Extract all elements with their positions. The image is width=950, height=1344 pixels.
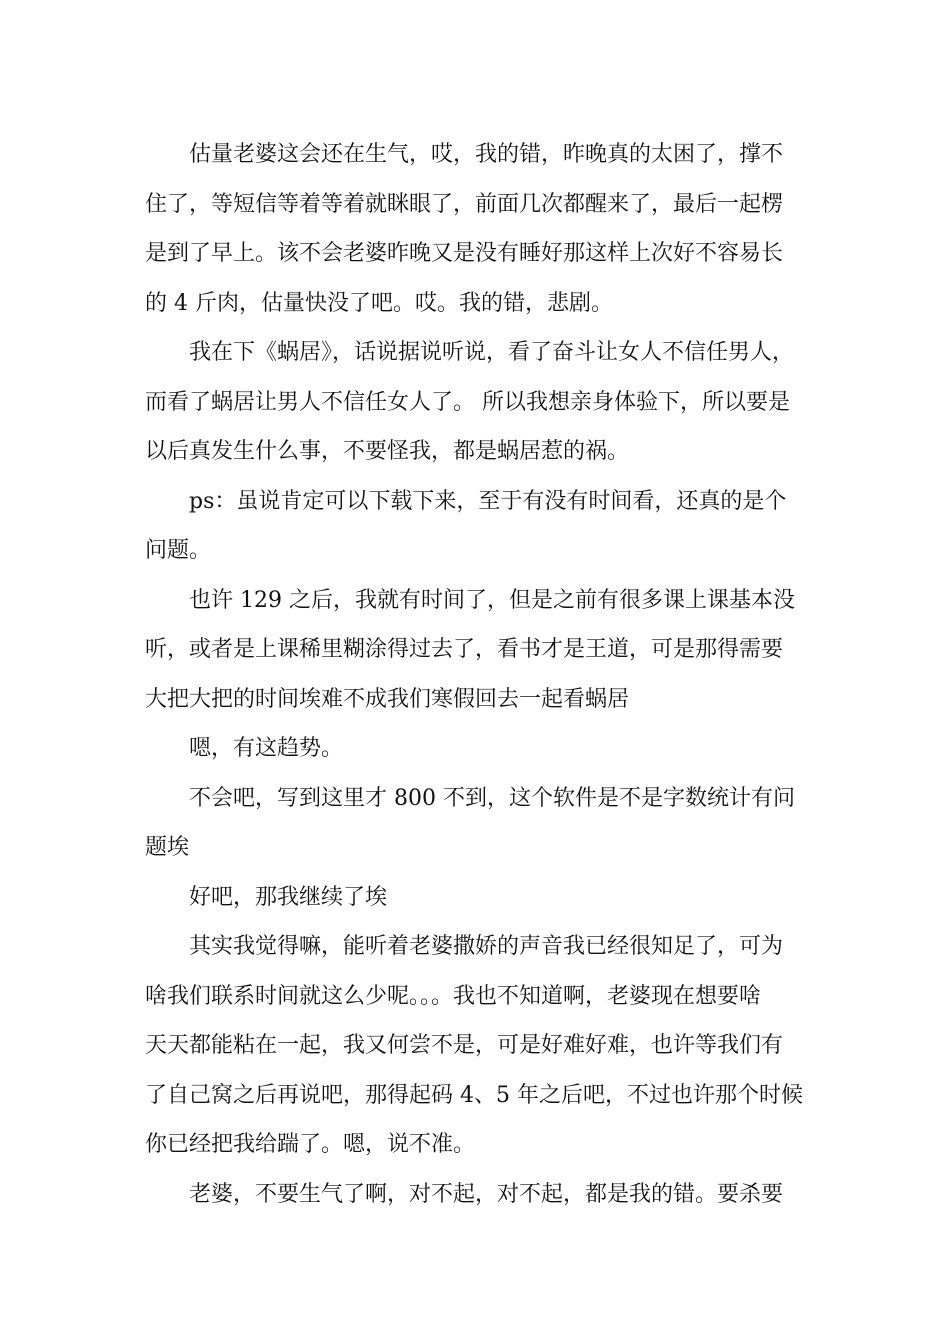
paragraph-line: 你已经把我给踹了。嗯，说不准。: [145, 1132, 476, 1157]
paragraph-line: 了自己窝之后再说吧，那得起码 4、5 年之后吧，不过也许那个时候: [145, 1082, 803, 1108]
paragraph-9: [145, 1170, 810, 1220]
paragraph-line: 听，或者是上课稀里糊涂得过去了，看书才是王道，可是那得需要: [145, 637, 784, 662]
paragraph-2: [145, 328, 810, 477]
paragraph-8: [145, 922, 810, 1170]
paragraph-line: 而看了蜗居让男人不信任女人了。 所以我想亲身体验下，所以要是: [145, 389, 790, 415]
paragraph-1: [145, 130, 810, 328]
paragraph-line: 也许 129 之后，我就有时间了，但是之前有很多课上课基本没: [189, 587, 795, 613]
paragraph-line: 我在下《蜗居》，话说据说听说，看了奋斗让女人不信任男人，: [189, 340, 795, 365]
paragraph-5: [145, 724, 810, 774]
paragraph-line: 以后真发生什么事，不要怪我，都是蜗居惹的祸。: [145, 439, 630, 464]
paragraph-line: 是到了早上。该不会老婆昨晚又是没有睡好那这样上次好不容易长: [145, 241, 784, 266]
paragraph-line: 的 4 斤肉，估量快没了吧。哎。我的错，悲剧。: [145, 290, 613, 316]
paragraph-line: ps：虽说肯定可以下载下来，至于有没有时间看，还真的是个: [189, 488, 787, 514]
paragraph-line: 天天都能粘在一起，我又何尝不是，可是好难好难，也许等我们有: [145, 1033, 784, 1058]
paragraph-line: 不会吧，写到这里才 800 不到，这个软件是不是字数统计有问: [189, 785, 795, 811]
paragraph-line: 好吧，那我继续了埃: [189, 884, 388, 910]
paragraph-line: 啥我们联系时间就这么少呢。。。我也不知道啊，老婆现在想要啥: [145, 983, 762, 1009]
paragraph-line: 题埃: [145, 835, 190, 860]
paragraph-line: 估量老婆这会还在生气，哎，我的错，昨晚真的太困了，撑不: [189, 142, 784, 167]
paragraph-line: 嗯，有这趋势。: [189, 736, 344, 761]
paragraph-6: [145, 774, 810, 873]
paragraph-4: [145, 576, 810, 725]
paragraph-3: [145, 477, 810, 576]
paragraph-line: 大把大把的时间埃难不成我们寒假回去一起看蜗居: [145, 686, 630, 712]
paragraph-7: [145, 873, 810, 923]
document-body: [145, 130, 810, 1219]
paragraph-line: 问题。: [145, 538, 212, 563]
paragraph-line: 其实我觉得嘛，能听着老婆撒娇的声音我已经很知足了，可为: [189, 934, 784, 959]
paragraph-line: 住了，等短信等着等着就眯眼了，前面几次都醒来了，最后一起楞: [145, 191, 784, 217]
paragraph-line: 老婆，不要生气了啊，对不起，对不起，都是我的错。要杀要: [189, 1181, 784, 1207]
